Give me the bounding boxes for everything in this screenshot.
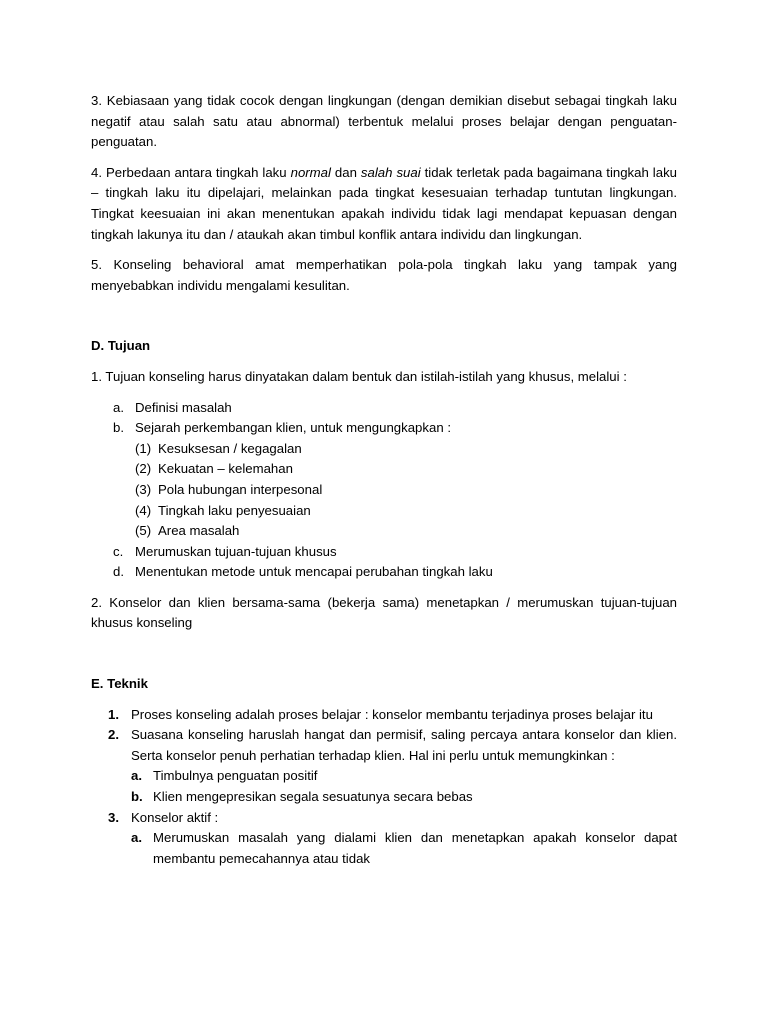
section-heading-tujuan: D. Tujuan — [91, 338, 151, 354]
emphasis-salah-suai: salah suai — [360, 164, 421, 180]
konselor-aktif-sublist — [131, 828, 677, 869]
list-marker: 2. — [108, 727, 119, 743]
point-text: Konseling behavioral amat memperhatikan pola-pola tingkah laku yang tampak yang menyebabkan individu mengalami kesulitan. — [91, 257, 677, 293]
list-item — [91, 725, 677, 807]
list-marker: 1. — [108, 706, 119, 722]
list-item — [91, 418, 677, 542]
list-item — [91, 542, 677, 563]
point-number: 4. — [91, 164, 102, 180]
sublist-item — [131, 766, 677, 787]
point-number: 3. — [91, 93, 102, 108]
list-item-text: Definisi masalah — [135, 399, 232, 415]
paragraph-point-5 — [91, 255, 677, 296]
point-text: Kebiasaan yang tidak cocok dengan lingkungan (dengan demikian disebut sebagai tingkah laku negatif atau salah satu atau abnormal) terbentuk melalui proses belajar dengan penguatan-penguatan. — [91, 93, 677, 150]
sublist-item — [135, 501, 677, 522]
sublist-item — [131, 787, 677, 808]
section-heading-teknik: E. Teknik — [91, 676, 148, 692]
point-number: 5. — [91, 257, 102, 273]
sublist-item — [135, 521, 677, 542]
tujuan-point-2: 2. Konselor dan klien bersama-sama (bekerja sama) menetapkan / merumuskan tujuan-tujuan khusus konseling — [91, 594, 677, 631]
paragraph-point-4 — [91, 163, 677, 245]
sublist-item-text: Area masalah — [158, 523, 240, 539]
list-item-text: Proses konseling adalah proses belajar : konselor membantu terjadinya proses belajar itu — [131, 706, 653, 722]
sublist-marker: a. — [131, 830, 142, 846]
list-marker: d. — [113, 564, 124, 580]
tujuan-point-1: 1. Tujuan konseling harus dinyatakan dalam bentuk dan istilah-istilah yang khusus, melalui : — [91, 368, 627, 384]
point-text-start: Perbedaan antara tingkah laku — [106, 164, 291, 180]
list-item-text: Menentukan metode untuk mencapai perubahan tingkah laku — [135, 564, 493, 580]
list-marker: a. — [113, 399, 124, 415]
sublist-marker: b. — [131, 789, 143, 805]
list-item-text: Sejarah perkembangan klien, untuk mengungkapkan : — [135, 420, 451, 436]
list-marker: 3. — [108, 809, 119, 825]
list-item — [91, 705, 677, 726]
list-item — [91, 562, 677, 583]
sublist-item — [135, 480, 677, 501]
sublist-item-text: Kekuatan – kelemahan — [158, 461, 293, 477]
list-item — [91, 808, 677, 870]
list-item-text: Suasana konseling haruslah hangat dan permisif, saling percaya antara konselor dan klien. Serta konselor penuh perhatian terhadap klien. Hal ini perlu untuk memungkinkan : — [131, 727, 677, 763]
sublist-item-text: Klien mengepresikan segala sesuatunya secara bebas — [153, 789, 473, 805]
sublist-marker: a. — [131, 768, 142, 784]
sublist-item — [131, 828, 677, 869]
sublist-marker: (5) — [135, 523, 152, 539]
teknik-list — [91, 705, 677, 870]
tujuan-list — [91, 398, 677, 583]
sublist-item — [135, 459, 677, 480]
list-item-text: Merumuskan tujuan-tujuan khusus — [135, 543, 337, 559]
point-text-mid: dan — [330, 164, 361, 180]
document-page — [91, 91, 677, 869]
sublist-marker: (4) — [135, 502, 152, 518]
list-item-text: Konselor aktif : — [131, 809, 219, 825]
sublist-item-text: Pola hubungan interpesonal — [158, 481, 323, 497]
suasana-sublist — [131, 766, 677, 807]
point-text-end: tidak terletak pada bagaimana tingkah laku – tingkah laku itu dipelajari, melainkan pada tingkat kesesuaian terhadap tuntutan lingkungan. Tingkat keesuaian ini akan menentukan apakah individu tidak lagi mendapat kepuasan dengan tingkah lakunya itu dan / ataukah akan timbul konflik antara individu dan lingkungan. — [91, 164, 677, 242]
sejarah-sublist — [135, 439, 677, 542]
sublist-item-text: Tingkah laku penyesuaian — [158, 502, 311, 518]
sublist-marker: (1) — [135, 440, 152, 456]
list-item — [91, 398, 677, 419]
list-marker: c. — [113, 543, 124, 559]
paragraph-point-3 — [91, 91, 677, 153]
sublist-item-text: Merumuskan masalah yang dialami klien dan menetapkan apakah konselor dapat membantu pemecahannya atau tidak — [153, 830, 677, 866]
emphasis-normal: normal — [290, 164, 331, 180]
sublist-marker: (2) — [135, 461, 152, 477]
list-marker: b. — [113, 420, 124, 436]
sublist-marker: (3) — [135, 481, 152, 497]
sublist-item — [135, 439, 677, 460]
sublist-item-text: Kesuksesan / kegagalan — [158, 440, 302, 456]
sublist-item-text: Timbulnya penguatan positif — [153, 768, 318, 784]
